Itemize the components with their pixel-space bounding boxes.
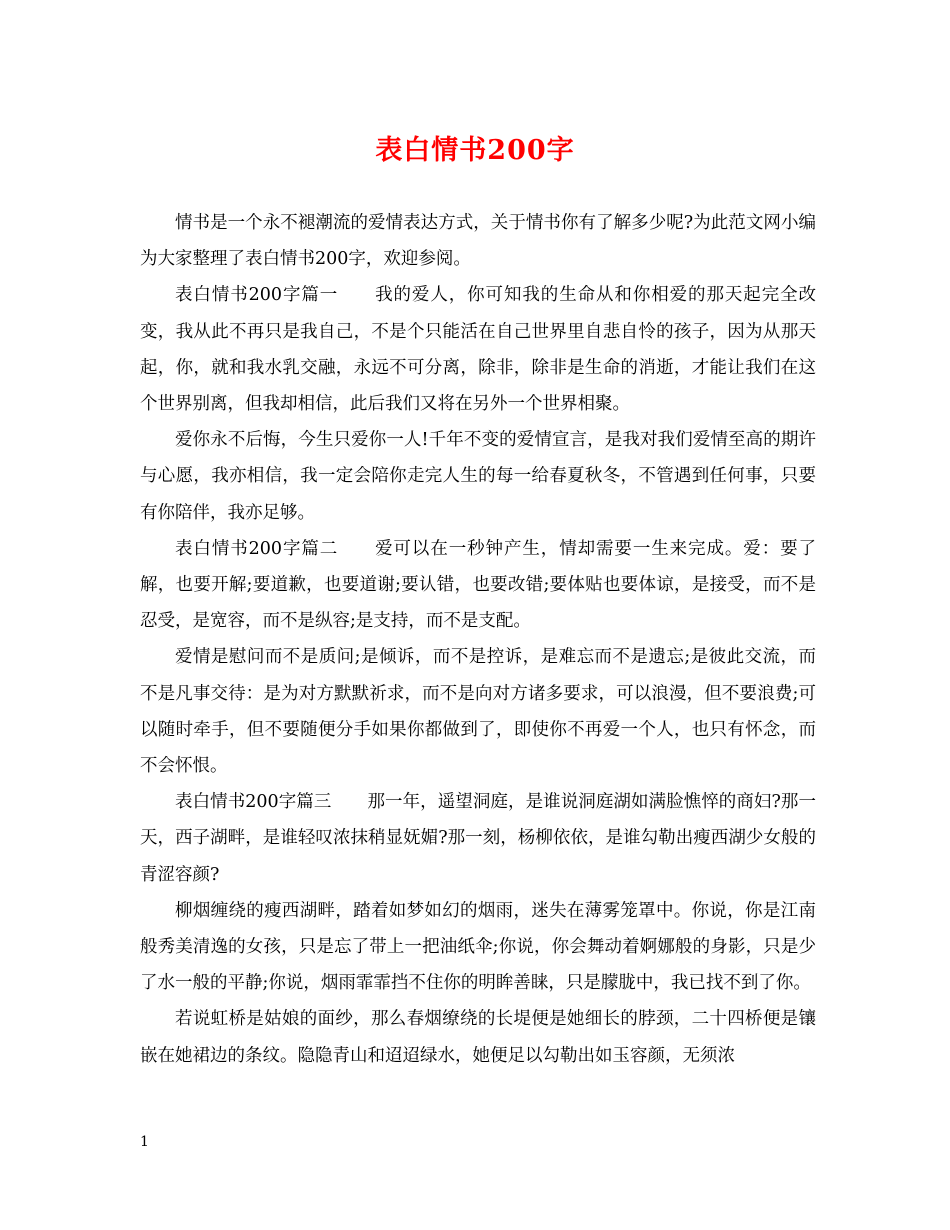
paragraph-text: 柳烟缠绕的瘦西湖畔，踏着如梦如幻的烟雨，迷失在薄雾笼罩中。你说，你是江南般秀美清逸的女孩，只是忘了带上一把油纸伞;你说，你会舞动着婀娜般的身影，只是少了水一般的平静;你说，烟雨霏霏挡不住你的明眸善睐，只是朦胧中，我已找不到了你。 (140, 900, 816, 994)
paragraph-letter-2 (140, 531, 816, 640)
document-title: 表白情书200字 (375, 135, 575, 166)
paragraph-letter-1-continued (140, 422, 816, 531)
paragraph-text: 我的爱人，你可知我的生命从和你相爱的那天起完全改变，我从此不再只是我自己，不是个只能活在自己世界里自悲自怜的孩子，因为从那天起，你，就和我水乳交融，永远不可分离，除非，除非是生命的消逝，才能让我们在这个世界别离，但我却相信，此后我们又将在另外一个世界相聚。 (140, 285, 817, 415)
paragraph-letter-3 (140, 784, 816, 893)
paragraph-text: 若说虹桥是姑娘的面纱，那么春烟缭绕的长堤便是她细长的脖颈，二十四桥便是镶嵌在她裙边的条纹。隐隐青山和迢迢绿水，她便足以勾勒出如玉容颜，无须浓 (140, 1009, 816, 1066)
page-number: 1 (140, 1134, 149, 1150)
paragraph-intro (140, 205, 816, 277)
section-heading-3: 表白情书200字篇三 (175, 792, 332, 813)
paragraph-text: 爱你永不后悔，今生只爱你一人!千年不变的爱情宣言，是我对我们爱情至高的期许与心愿，我亦相信，我一定会陪你走完人生的每一给春夏秋冬，不管遇到任何事，只要有你陪伴，我亦足够。 (140, 430, 816, 523)
paragraph-letter-3-continued (140, 893, 816, 1002)
paragraph-letter-2-continued (140, 639, 816, 784)
paragraph-text: 那一年，遥望洞庭，是谁说洞庭湖如满脸憔悴的商妇?那一天，西子湖畔，是谁轻叹浓抹稍显妩媚?那一刻，杨柳依依，是谁勾勒出瘦西湖少女般的青涩容颜? (140, 792, 816, 885)
paragraph-letter-1 (140, 277, 816, 422)
paragraph-text: 爱情是慰问而不是质问;是倾诉，而不是控诉，是难忘而不是遗忘;是彼此交流，而不是凡事交待：是为对方默默祈求，而不是向对方诸多要求，可以浪漫，但不要浪费;可以随时牵手，但不要随便分手如果你都做到了，即使你不再爱一个人，也只有怀念，而不会怀恨。 (140, 647, 816, 777)
section-heading-1: 表白情书200字篇一 (175, 285, 339, 306)
paragraph-letter-3-final (140, 1001, 816, 1073)
section-heading-2: 表白情书200字篇二 (175, 538, 339, 559)
document-body (140, 205, 816, 1074)
paragraph-text: 情书是一个永不褪潮流的爱情表达方式，关于情书你有了解多少呢?为此范文网小编为大家整理了表白情书200字，欢迎参阅。 (140, 213, 816, 270)
paragraph-text: 爱可以在一秒钟产生，情却需要一生来完成。爱：要了解，也要开解;要道歉，也要道谢;要认错，也要改错;要体贴也要体谅，是接受，而不是忍受，是宽容，而不是纵容;是支持，而不是支配。 (140, 538, 817, 632)
